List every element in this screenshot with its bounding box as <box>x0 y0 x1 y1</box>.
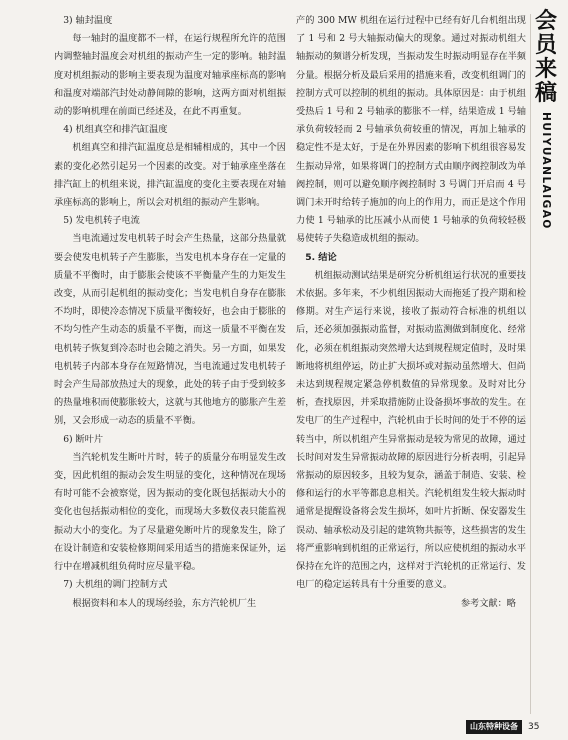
page-number: 35 <box>528 722 540 732</box>
section-heading-conclusion: 5. 结论 <box>305 251 337 263</box>
subheading-rotor-current: 5) 发电机转子电流 <box>63 215 140 227</box>
references-note: 参考文献：略 <box>460 597 516 609</box>
journal-name-badge: 山东特种设备 <box>466 720 522 734</box>
subheading-valve-control: 7) 大机组的调门控制方式 <box>63 579 168 591</box>
paragraph-shaft-seal: 每一轴封的温度都不一样，在运行规程所允许的范围内调整轴封温度会对机组的振动产生一定的影响。轴封温度对机组振动的影响主要表现为温度对轴承座标高的影响和温度对端部汽封处动静间隙的影响，这两方面对机组振动的影响机理在前面已经述及，在此不再重复。 <box>54 33 286 118</box>
right-column <box>296 12 526 613</box>
paragraph-broken-blade: 当汽轮机发生断叶片时，转子的质量分布明显发生改变，因此机组的振动会发生明显的变化，这种情况在现场有时可能不会被察觉，因为振动的变化既包括振动大小的变化也包括振动相位的变化，而现场大多数仪表只能监视振动大小的变化。为了尽量避免断叶片的现象发生，除了在设计制造和安装检修期间采用适当的措施来保证外，运行中在增减机组负荷时应尽量平稳。 <box>54 451 286 573</box>
paragraph-rotor-current: 当电流通过发电机转子时会产生热量，这部分热量就要会使发电机转子产生膨胀，当发电机本身存在一定量的质量不平衡时，由于膨胀会使该不平衡量产生的力矩发生改变，从而引起机组的振动变化；当发电机自身存在膨胀不均时，即使冷态情况下质量平衡较好，也会由于膨胀的不均匀性产生动态的质量不平衡，而这一质量不平衡在发电机转子恢复到冷态时也会随之消失。另一方面，如果发电机转子内部本身存在短路情况，当电流通过发电机转子时会产生局部放热过大的现象，此处的转子由于受到较多的热量堆积而使膨胀较大，这就与其他地方的膨胀产生差别，又会形成一动态的质量不平衡。 <box>54 233 286 427</box>
paragraph-valve-control-continued: 产的 300 MW 机组在运行过程中已经有好几台机组出现了 1 号和 2 号大轴振动偏大的现象。通过对振动机组大轴振动的频谱分析发现，当振动发生时振动明显存在半频分量。根据分析及最后采用的措施来看，改变机组调门的控制方式可以控制的机组的振动。具体原因是：由于机组受热后 1 号和 2 号轴承的膨胀不一样，结果造成 1 号轴承负荷较轻而 2 号轴承负荷较重的情况，再加上轴承的稳定性不是太好，于是在外界因素的影响下机组很容易发生振动异常，如果将调门的控制方式由顺序阀控制改为单阀控制，则可以避免顺序阀控制时 3 号调门开启而 4 号调门未开时给转子施加的向上的作用力，而正是这个作用力使 1 号轴承的比压减小从而使 1 号轴承的负荷较轻极易使转子失稳造成机组的振动。 <box>296 15 526 245</box>
left-column <box>54 12 286 613</box>
subheading-vacuum-exhaust: 4) 机组真空和排汽缸温度 <box>63 124 168 136</box>
subheading-broken-blade: 6) 断叶片 <box>63 433 104 445</box>
paragraph-valve-control-start: 根据资料和本人的现场经验，东方汽轮机厂生 <box>72 597 257 609</box>
paragraph-vacuum-exhaust: 机组真空和排汽缸温度总是相辅相成的，其中一个因素的变化必然引起另一个因素的改变。对于轴承座坐落在排汽缸上的机组来说，排汽缸温度的变化主要表现在对轴承座标高的影响上，所以会对机组的振动产生影响。 <box>54 142 286 209</box>
section-title-cn: 会员来稿 <box>534 9 557 106</box>
section-title-en: HUIYUANLAIGAO <box>540 112 552 230</box>
subheading-shaft-seal-temperature: 3) 轴封温度 <box>63 15 113 26</box>
section-side-title <box>531 10 561 230</box>
paragraph-conclusion: 机组振动测试结果是研究分析机组运行状况的重要技术依据。多年来，不少机组因振动大而拖延了投产期和检修期。对生产运行来说，接收了振动符合标准的机组以后，还必须加强振动监督，对振动监测做到制度化、经常化，必须在机组振动突然增大达到规程规定值时，及时果断地将机组停运，防止扩大损坏或对振动虽然增大、但尚未达到规程规定紧急停机数值的异常现象。及时对比分析，查找原因，并采取措施防止设备损坏事故的发生。在发电厂的生产过程中，汽轮机由于长时间的处于不停的运转当中，所以机组产生异常振动是较为常见的故障，通过长时间对发生异常振动故障的原因进行分析表明，引起异常振动的原因较多，且较为复杂，涵盖于制造、安装、检修和运行的水平等都息息相关。汽轮机组发生较大振动时通常是提醒设备将会发生损坏，如叶片折断、保安器发生误动、轴承松动及引起的建筑物共振等，这些损害的发生将严重影响到机组的正常运行，所以应使机组的振动水平保持在允许的范围之内，这样对于汽轮机的正常运行、发电厂的稳定运转具有十分重要的意义。 <box>296 269 526 591</box>
page-footer <box>466 720 539 734</box>
